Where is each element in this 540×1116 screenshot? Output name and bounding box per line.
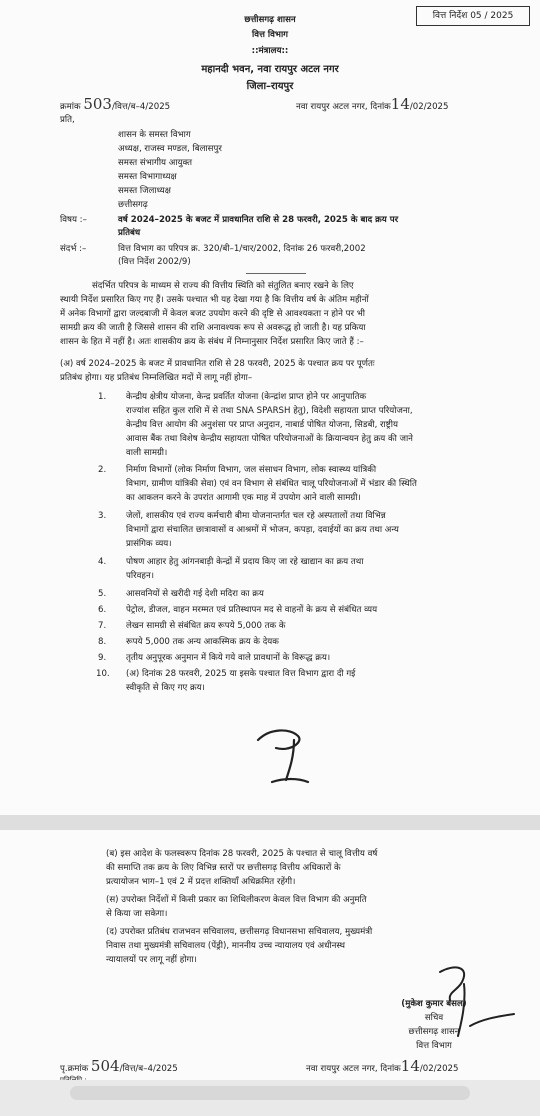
header-government: छत्तीसगढ़ शासन <box>244 15 296 25</box>
prati-label: प्रति, <box>60 115 75 125</box>
endorsement-number: पृ.क्रमांक 504/वित्त/ब–4/2025 <box>60 1057 178 1075</box>
para-b-line: की समाप्ति तक क्रय के लिए विभिन्न स्तरों पर छत्तीसगढ़ वित्तीय अधिकारों के <box>106 863 341 873</box>
item-line: राज्यांश सहित कुल राशि में से तथा SNA SPARSH हेतु), विदेशी सहायता प्राप्त परियोजना, <box>126 406 413 416</box>
page-separator <box>0 815 540 830</box>
para-a-line: प्रतिबंध होगा। यह प्रतिबंध निम्नलिखित मदों में लागू नहीं होगा– <box>60 373 253 383</box>
item-number: 7. <box>98 621 107 631</box>
scroll-indicator[interactable] <box>70 1086 470 1100</box>
item-number: 2. <box>98 465 107 475</box>
reference-line: वित्त विभाग का परिपत्र क्र. 320/बी–1/चार/2002, दिनांक 26 फरवरी,2002 <box>118 244 366 254</box>
para-a-line: (अ) वर्ष 2024–2025 के बजट में प्रावधानित राशि से 28 फरवरी, 2025 के पश्चात क्रय पर पूर्णतः <box>60 359 375 369</box>
header-bhawan: महानदी भवन, नवा रायपुर अटल नगर <box>201 64 339 75</box>
header-district: जिला–रायपुर <box>246 81 294 92</box>
item-number: 3. <box>98 511 107 521</box>
item-line: परिवहन। <box>126 571 154 581</box>
file-reference-box: वित्त निर्देश 05 / 2025 <box>416 6 530 26</box>
item-line: पोषण आहार हेतु आंगनबाड़ी केन्द्रों में प्रदाय किए जा रहे खाद्यान का क्रय तथा <box>126 557 364 567</box>
header-department: वित्त विभाग <box>251 30 289 40</box>
recipient-item: समस्त संभागीय आयुक्त <box>118 158 193 168</box>
item-line: प्रासंगिक व्यय। <box>126 539 172 549</box>
item-line: पेट्रोल, डीजल, वाहन मरम्मत एवं प्रतिस्थापन मद से वाहनों के क्रय से संबंधित व्यय <box>126 605 378 615</box>
recipient-item: अध्यक्ष, राजस्व मण्डल, बिलासपुर <box>118 144 222 154</box>
para-d-line: निवास तथा मुख्यमंत्री सचिवालय (पेंड्री), माननीय उच्च न्यायालय एवं अधीनस्थ <box>106 941 346 951</box>
document-page-2 <box>0 830 540 1086</box>
item-number: 6. <box>98 605 107 615</box>
viewer-bottom-bar <box>0 1080 540 1116</box>
signatory-department: वित्त विभाग <box>416 1041 452 1051</box>
item-line: तृतीय अनुपूरक अनुमान में किये गये वाले प्रावधानों के विरूद्ध क्रय। <box>126 653 331 663</box>
endorsement-date: नवा रायपुर अटल नगर, दिनांक14/02/2025 <box>306 1057 459 1075</box>
item-number: 8. <box>98 637 107 647</box>
subject-line: वर्ष 2024–2025 के बजट में प्रावधानित राशि से 28 फरवरी, 2025 के बाद क्रय पर <box>118 215 399 225</box>
header-ministry: ::मंत्रालय:: <box>251 46 289 56</box>
para-d-line: (द) उपरोक्त प्रतिबंध राजभवन सचिवालय, छत्तीसगढ़ विधानसभा सचिवालय, मुख्यमंत्री <box>106 927 373 937</box>
item-line: केन्द्रीय क्षेत्रीय योजना, केन्द्र प्रवर्तित योजना (केन्द्रांश प्राप्त होने पर आनुपातिक <box>126 392 367 402</box>
recipient-item: शासन के समस्त विभाग <box>118 130 191 140</box>
item-line: विभागों द्वारा संचालित छात्रावासों व आश्रमों में भोजन, कपड़ा, दवाईयों का क्रय तथा अन्य <box>126 525 399 535</box>
item-line: वाली सामग्री। <box>126 448 168 458</box>
para-b-line: (ब) इस आदेश के फलस्वरूप दिनांक 28 फरवरी, 2025 के पश्चात से चालू वित्तीय वर्ष <box>106 849 378 859</box>
initial-signature <box>250 722 320 792</box>
signatory-title: सचिव <box>424 1013 444 1023</box>
item-line: स्वीकृति से किए गए क्रय। <box>126 683 205 693</box>
para-d-line: न्यायालयों पर लागू नहीं होगा। <box>106 955 197 965</box>
item-line: निर्माण विभागों (लोक निर्माण विभाग, जल संसाधन विभाग, लोक स्वास्थ्य यांत्रिकी <box>126 465 377 475</box>
intro-line: संदर्भित परिपत्र के माध्यम से राज्य की वित्तीय स्थिति को संतुलित बनाए रखने के लिए <box>92 281 354 291</box>
intro-line: स्थायी निर्देश प्रसारित किए गए हैं। उसके पश्चात भी यह देखा गया है कि वित्तीय वर्ष के अंतिम महीनों <box>60 295 369 305</box>
item-line: (अ) दिनांक 28 फरवरी, 2025 या इसके पश्चात वित्त विभाग द्वारा दी गई <box>126 669 356 679</box>
subject-label: विषय :– <box>60 215 87 225</box>
subject-line: प्रतिबंध <box>118 228 141 238</box>
item-line: आवास बैंक तथा विशेष केन्द्रीय सहायता पोषित परियोजनाओं के क्रियान्वयन हेतु क्रय की जाने <box>126 434 413 444</box>
recipient-item: समस्त जिलाध्यक्ष <box>118 186 171 196</box>
item-line: विभाग, ग्रामीण यांत्रिकी सेवा) एवं वन विभाग से संबंधित चालू परियोजनाओं में भंडार की स्थिति <box>126 479 417 489</box>
para-s-line: (स) उपरोक्त निर्देशों में किसी प्रकार का शिथिलीकरण केवल वित्त विभाग की अनुमति <box>106 895 367 905</box>
item-number: 10. <box>96 669 110 679</box>
order-date: नवा रायपुर अटल नगर, दिनांक14/02/2025 <box>296 95 449 113</box>
para-b-line: प्रत्यायोजन भाग–1 एवं 2 में प्रदत्त शक्तियाँ अधिक्रमित रहेंगी। <box>106 877 296 887</box>
item-number: 1. <box>98 392 107 402</box>
para-s-line: से किया जा सकेगा। <box>106 909 168 919</box>
reference-line: (वित्त निर्देश 2002/9) <box>118 257 191 267</box>
recipient-item: समस्त विभागाध्यक्ष <box>118 172 177 182</box>
reference-label: संदर्भ :– <box>60 244 87 254</box>
signatory-name: (मुकेश कुमार बंसल) <box>401 999 467 1009</box>
item-line: आसवनियों से खरीदी गई देशी मदिरा का क्रय <box>126 589 264 599</box>
item-number: 5. <box>98 589 107 599</box>
intro-line: सामग्री क्रय की जाती है जिससे शासन की राशि अनावश्यक रूप से अवरूद्ध हो जाती है। यह प्रकिया <box>60 323 366 333</box>
item-line: का आकलन करने के उपरांत आगामी एक माह में उपयोग आने वाली सामग्री। <box>126 493 361 503</box>
divider <box>246 273 306 274</box>
intro-line: शासन के हित में नहीं है। अतः शासकीय क्रय के संबंध में निम्नानुसार निर्देश प्रसारित किए जाते हैं :– <box>60 337 364 347</box>
item-line: केन्द्रीय वित्त आयोग की अनुशंसा पर प्राप्त अनुदान, नाबार्ड पोषित योजना, सिडबी, राष्ट्रीय <box>126 420 399 430</box>
item-line: लेखन सामग्री से संबंधित क्रय रूपये 5,000 तक के <box>126 621 286 631</box>
signatory-government: छत्तीसगढ़ शासन <box>408 1027 460 1037</box>
item-line: जेलों, शासकीय एवं राज्य कर्मचारी बीमा योजनान्तर्गत चल रहे अस्पतालों तथा विभिन्न <box>126 511 386 521</box>
recipient-item: छत्तीसगढ़ <box>118 200 148 210</box>
item-number: 9. <box>98 653 107 663</box>
intro-line: में अनेक विभागों द्वारा जल्दबाजी में केवल बजट उपयोग करने की दृष्टि से आवश्यकता न होने पर भी <box>60 309 365 319</box>
order-number: क्रमांक 503/वित्त/ब–4/2025 <box>60 95 171 113</box>
item-line: रूपये 5,000 तक अन्य आकस्मिक क्रय के देयक <box>126 637 279 647</box>
item-number: 4. <box>98 557 107 567</box>
